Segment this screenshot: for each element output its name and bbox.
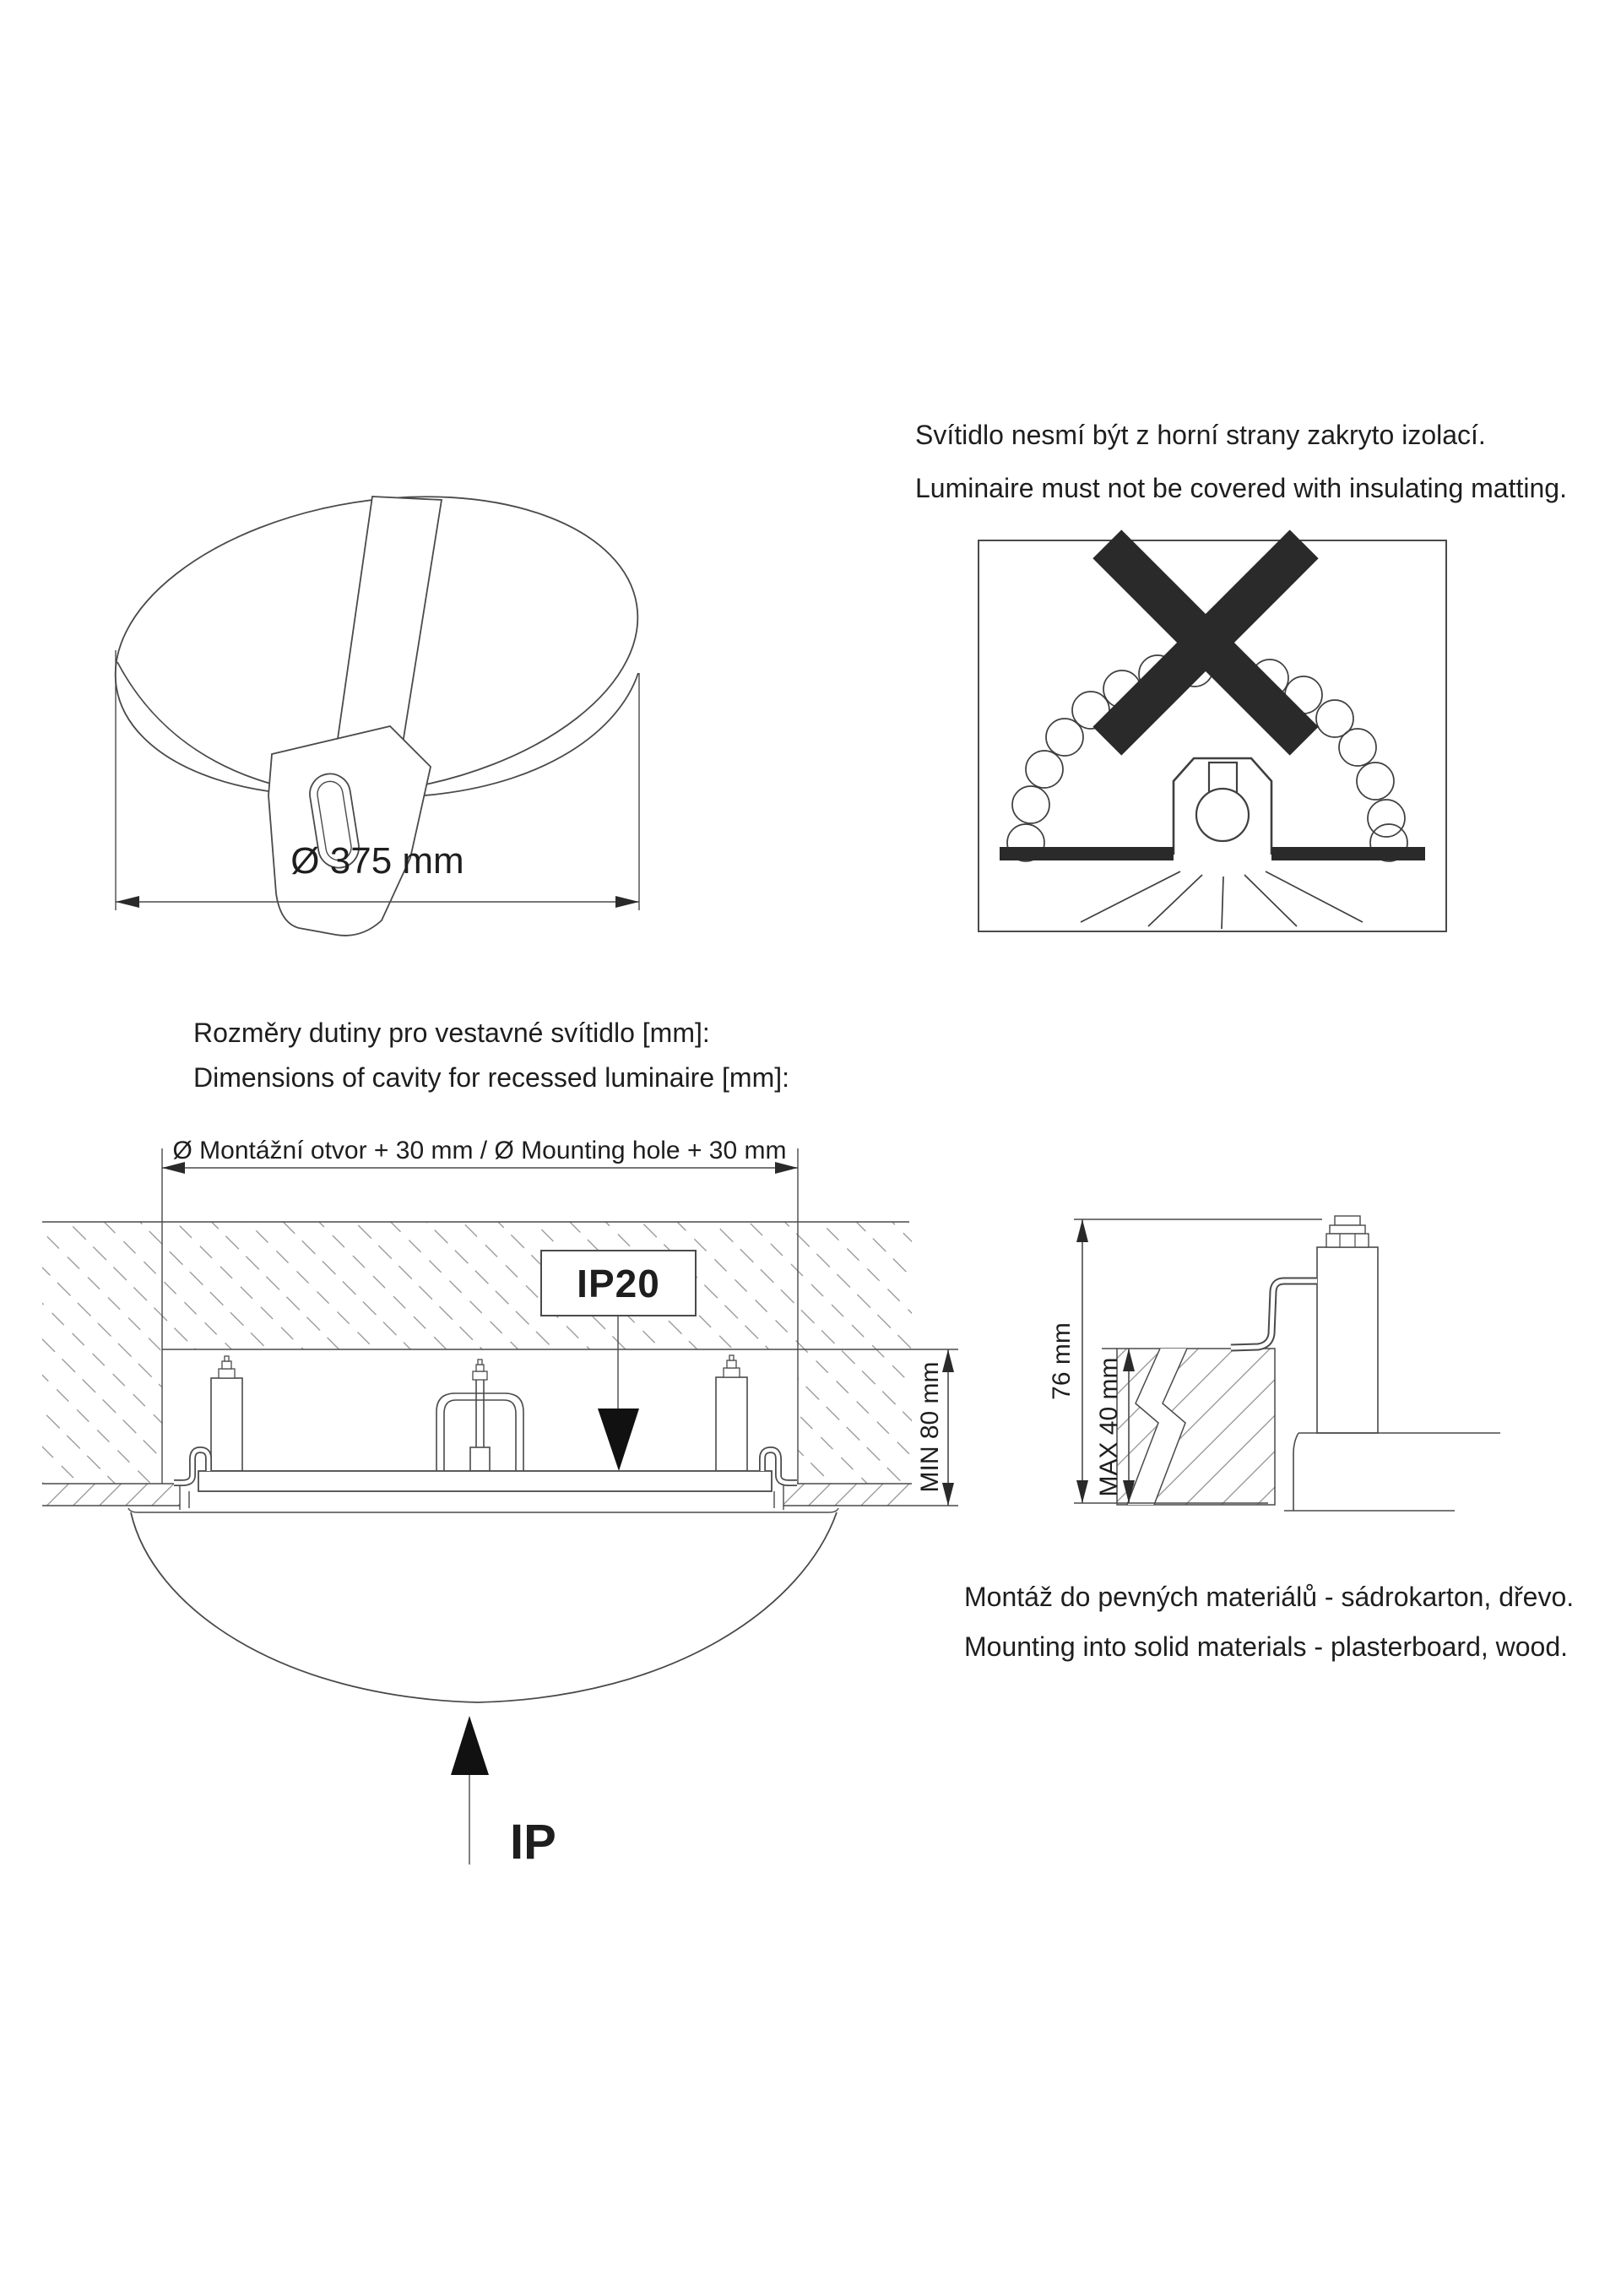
cavity-heading-en: Dimensions of cavity for recessed luminaire [mm]: xyxy=(193,1062,789,1093)
ip-arrow-up-icon xyxy=(451,1716,489,1775)
ceiling-board-right-hatch xyxy=(783,1484,912,1506)
standoff-post-detail xyxy=(1317,1216,1378,1433)
mounting-materials-text-en: Mounting into solid materials - plasterboard, wood. xyxy=(964,1631,1569,1662)
min-depth-dimension-label: MIN 80 mm xyxy=(916,1361,944,1493)
glass-dome xyxy=(128,1508,838,1702)
insulation-warning-text-en: Luminaire must not be covered with insulating matting. xyxy=(915,473,1567,503)
warning-box-frame xyxy=(979,540,1446,931)
insulation-warning-text-cz: Svítidlo nesmí být z horní strany zakryto izolací. xyxy=(915,420,1486,450)
dim-arrow-left-icon xyxy=(116,896,139,908)
mounting-materials-text-cz: Montáž do pevných materiálů - sádrokarton, dřevo. xyxy=(964,1582,1575,1612)
cavity-cross-section xyxy=(42,1148,958,1864)
total-height-dimension-label: 76 mm xyxy=(1048,1322,1076,1400)
mounting-detail-drawing xyxy=(1074,1216,1500,1511)
clamp-bracket-detail xyxy=(1231,1281,1317,1348)
max-thickness-dimension-label: MAX 40 mm xyxy=(1095,1357,1123,1497)
diameter-label: Ø 375 mm xyxy=(290,840,464,882)
recessed-lamp-icon xyxy=(1174,758,1271,855)
ip20-rating-label: IP20 xyxy=(577,1261,660,1305)
insulation-warning-pictogram xyxy=(979,529,1446,931)
base-plate-section xyxy=(198,1471,772,1491)
dim-arrow-right-icon xyxy=(615,896,639,908)
right-standoff xyxy=(716,1355,747,1471)
dim-arrow-up-icon xyxy=(1076,1219,1088,1242)
dim-arrow-down-icon xyxy=(1076,1480,1088,1503)
left-standoff xyxy=(211,1356,242,1471)
luminaire-flange-detail xyxy=(1284,1433,1500,1511)
ip-arrow-label: IP xyxy=(510,1815,556,1870)
ceiling-board-left-hatch xyxy=(42,1484,180,1506)
center-bracket xyxy=(436,1360,523,1471)
mounting-hole-dimension-label: Ø Montážní otvor + 30 mm / Ø Mounting hole + 30 mm xyxy=(172,1137,787,1164)
ip20-arrow-down-icon xyxy=(598,1409,639,1471)
ceiling-structure-hatch xyxy=(42,1222,912,1484)
cavity-heading-cz: Rozměry dutiny pro vestavné svítidlo [mm]: xyxy=(193,1018,710,1048)
